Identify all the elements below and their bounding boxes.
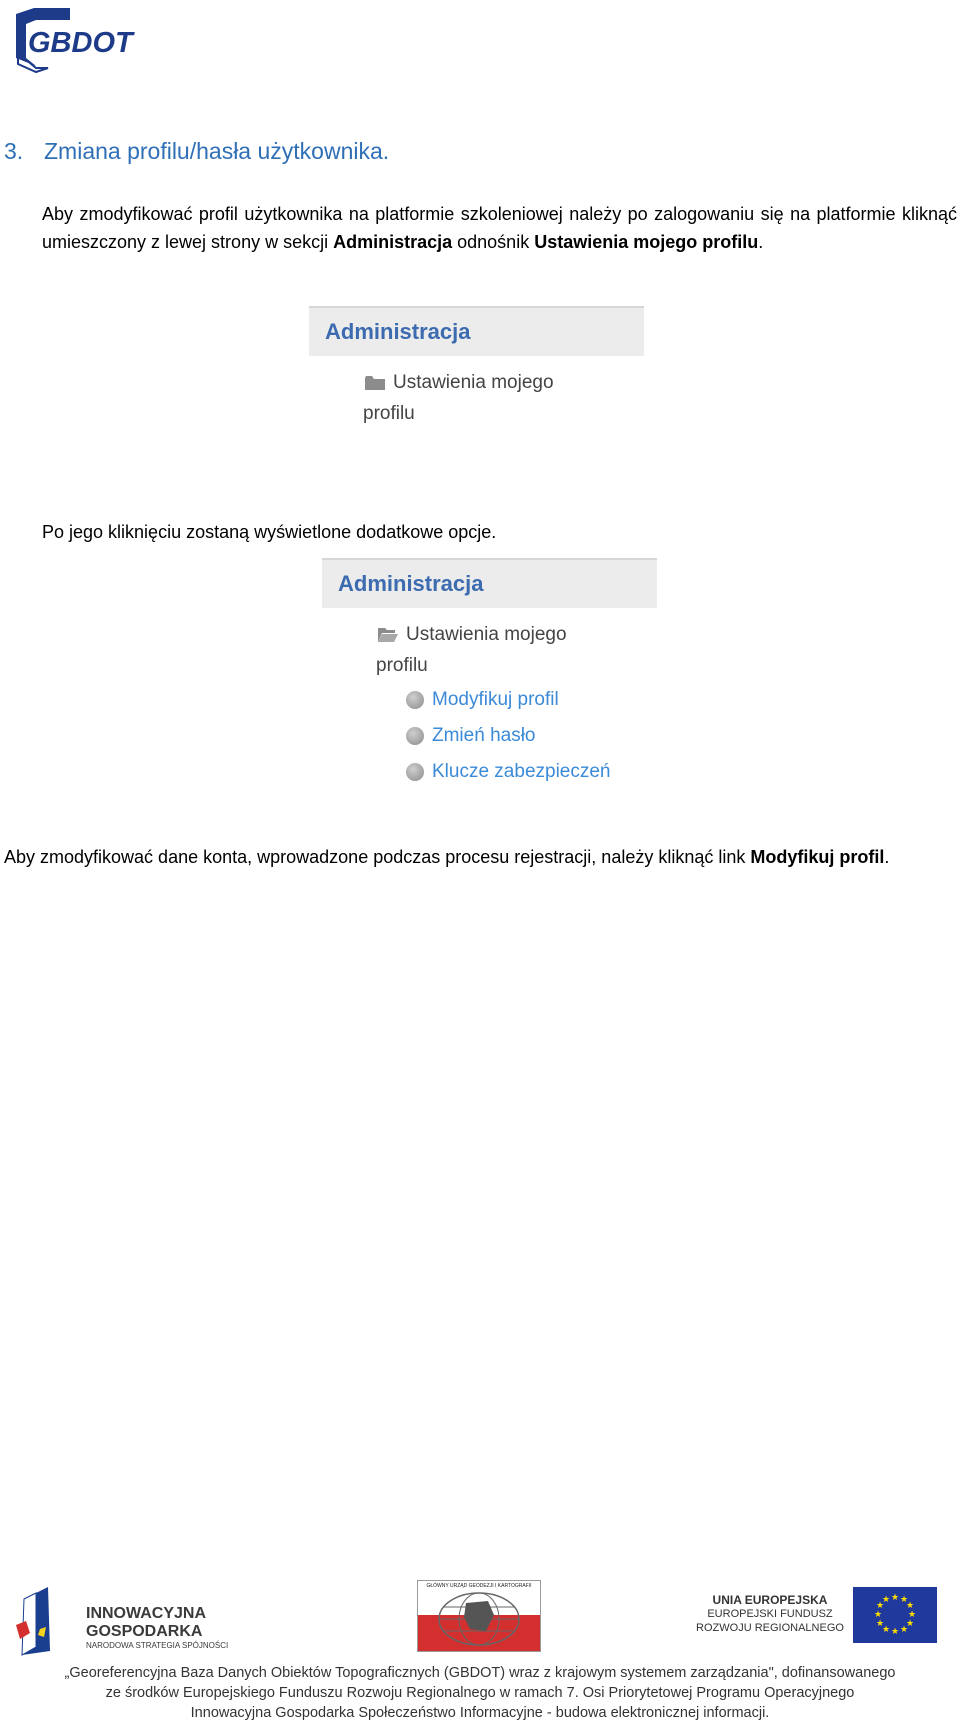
settings-link-label: Ustawienia mojego (406, 624, 567, 645)
bullet-icon (406, 691, 424, 709)
section-heading (4, 138, 389, 165)
gugik-logo (417, 1580, 541, 1652)
zmien-haslo-label: Zmień hasło (432, 725, 536, 746)
intro-text-1: Aby zmodyfikować profil użytkownika na platformie szkoleniowej należy po zalogowaniu się na platformie kliknąć umieszczony z lewej strony w sekcji (42, 204, 957, 252)
svg-text:★: ★ (873, 1610, 883, 1620)
intro-bold-administracja: Administracja (333, 232, 453, 252)
section-title: Zmiana profilu/hasła użytkownika. (44, 138, 390, 164)
innowacyjna-gospodarka-logo (16, 1585, 236, 1659)
zmien-haslo-link[interactable] (378, 718, 657, 754)
modyfikuj-profil-link[interactable] (378, 682, 657, 718)
gugik-label: GŁÓWNY URZĄD GEODEZJI I KARTOGRAFII (426, 1583, 532, 1589)
administracja-screenshot-expanded (322, 558, 657, 790)
svg-text:★: ★ (890, 1627, 900, 1637)
ig-title-line2: GOSPODARKA (86, 1623, 203, 1640)
intro-text-2: odnośnik (452, 232, 535, 252)
eu-label (690, 1593, 850, 1635)
footnote-line2: ze środków Europejskiego Funduszu Rozwoju Regionalnego w ramach 7. Osi Priorytetowej Programu Operacyjnego (105, 1685, 855, 1701)
admin-block-heading: Administracja (309, 306, 644, 356)
section-number: 3. (4, 138, 24, 164)
eu-line2: EUROPEJSKI FUNDUSZ (707, 1608, 833, 1620)
funding-footnote (20, 1663, 940, 1723)
settings-link[interactable] (365, 368, 644, 398)
intro-bold-ustawienia: Ustawienia mojego profilu (534, 232, 759, 252)
svg-text:★: ★ (875, 1619, 885, 1629)
settings-link-label-cont[interactable]: profilu (363, 403, 415, 424)
logo-text: GBDOT (28, 27, 133, 59)
settings-link[interactable] (378, 620, 657, 650)
svg-text:★: ★ (890, 1593, 900, 1603)
intro-paragraph (42, 200, 957, 256)
open-folder-icon (378, 628, 398, 642)
admin-block-heading: Administracja (322, 558, 657, 608)
modify-text-2: . (884, 847, 890, 867)
modify-bold-link: Modyfikuj profil (750, 847, 885, 867)
settings-link-label: Ustawienia mojego (393, 372, 554, 393)
footnote-line3: Innowacyjna Gospodarka Społeczeństwo Informacyjne - budowa elektronicznej informacji. (190, 1705, 770, 1721)
ig-subtitle: NARODOWA STRATEGIA SPÓJNOŚCI (86, 1641, 229, 1650)
eu-flag-icon (853, 1587, 937, 1643)
bullet-icon (406, 763, 424, 781)
eu-line3: ROZWOJU REGIONALNEGO (696, 1622, 844, 1634)
options-paragraph: Po jego kliknięciu zostaną wyświetlone dodatkowe opcje. (42, 522, 497, 542)
svg-text:★: ★ (907, 1610, 917, 1620)
svg-text:★: ★ (881, 1595, 891, 1605)
modify-paragraph (4, 843, 957, 871)
eu-line1: UNIA EUROPEJSKA (712, 1593, 828, 1607)
svg-text:★: ★ (905, 1601, 915, 1611)
administracja-screenshot-collapsed (309, 306, 644, 440)
ig-title-line1: INNOWACYJNA (86, 1605, 207, 1622)
svg-text:★: ★ (881, 1625, 891, 1635)
folder-icon (365, 376, 385, 390)
modify-text-1: Aby zmodyfikować dane konta, wprowadzone podczas procesu rejestracji, należy kliknąć link (4, 847, 751, 867)
svg-text:★: ★ (875, 1601, 885, 1611)
footnote-line1: „Georeferencyjna Baza Danych Obiektów Topograficznych (GBDOT) wraz z krajowym systemem zarządzania", dofinansowanego (64, 1665, 896, 1681)
svg-text:★: ★ (899, 1625, 909, 1635)
svg-text:★: ★ (899, 1595, 909, 1605)
gbdot-logo (14, 6, 146, 74)
bullet-icon (406, 727, 424, 745)
klucze-zabezpieczen-label: Klucze zabezpieczeń (432, 761, 611, 782)
settings-link-label-cont[interactable]: profilu (376, 655, 428, 676)
footer (0, 1575, 960, 1728)
svg-text:★: ★ (905, 1619, 915, 1629)
intro-text-3: . (758, 232, 764, 252)
ig-emblem-icon (16, 1585, 68, 1659)
globe-icon (418, 1581, 540, 1651)
modyfikuj-profil-label: Modyfikuj profil (432, 689, 559, 710)
klucze-zabezpieczen-link[interactable] (378, 754, 657, 790)
